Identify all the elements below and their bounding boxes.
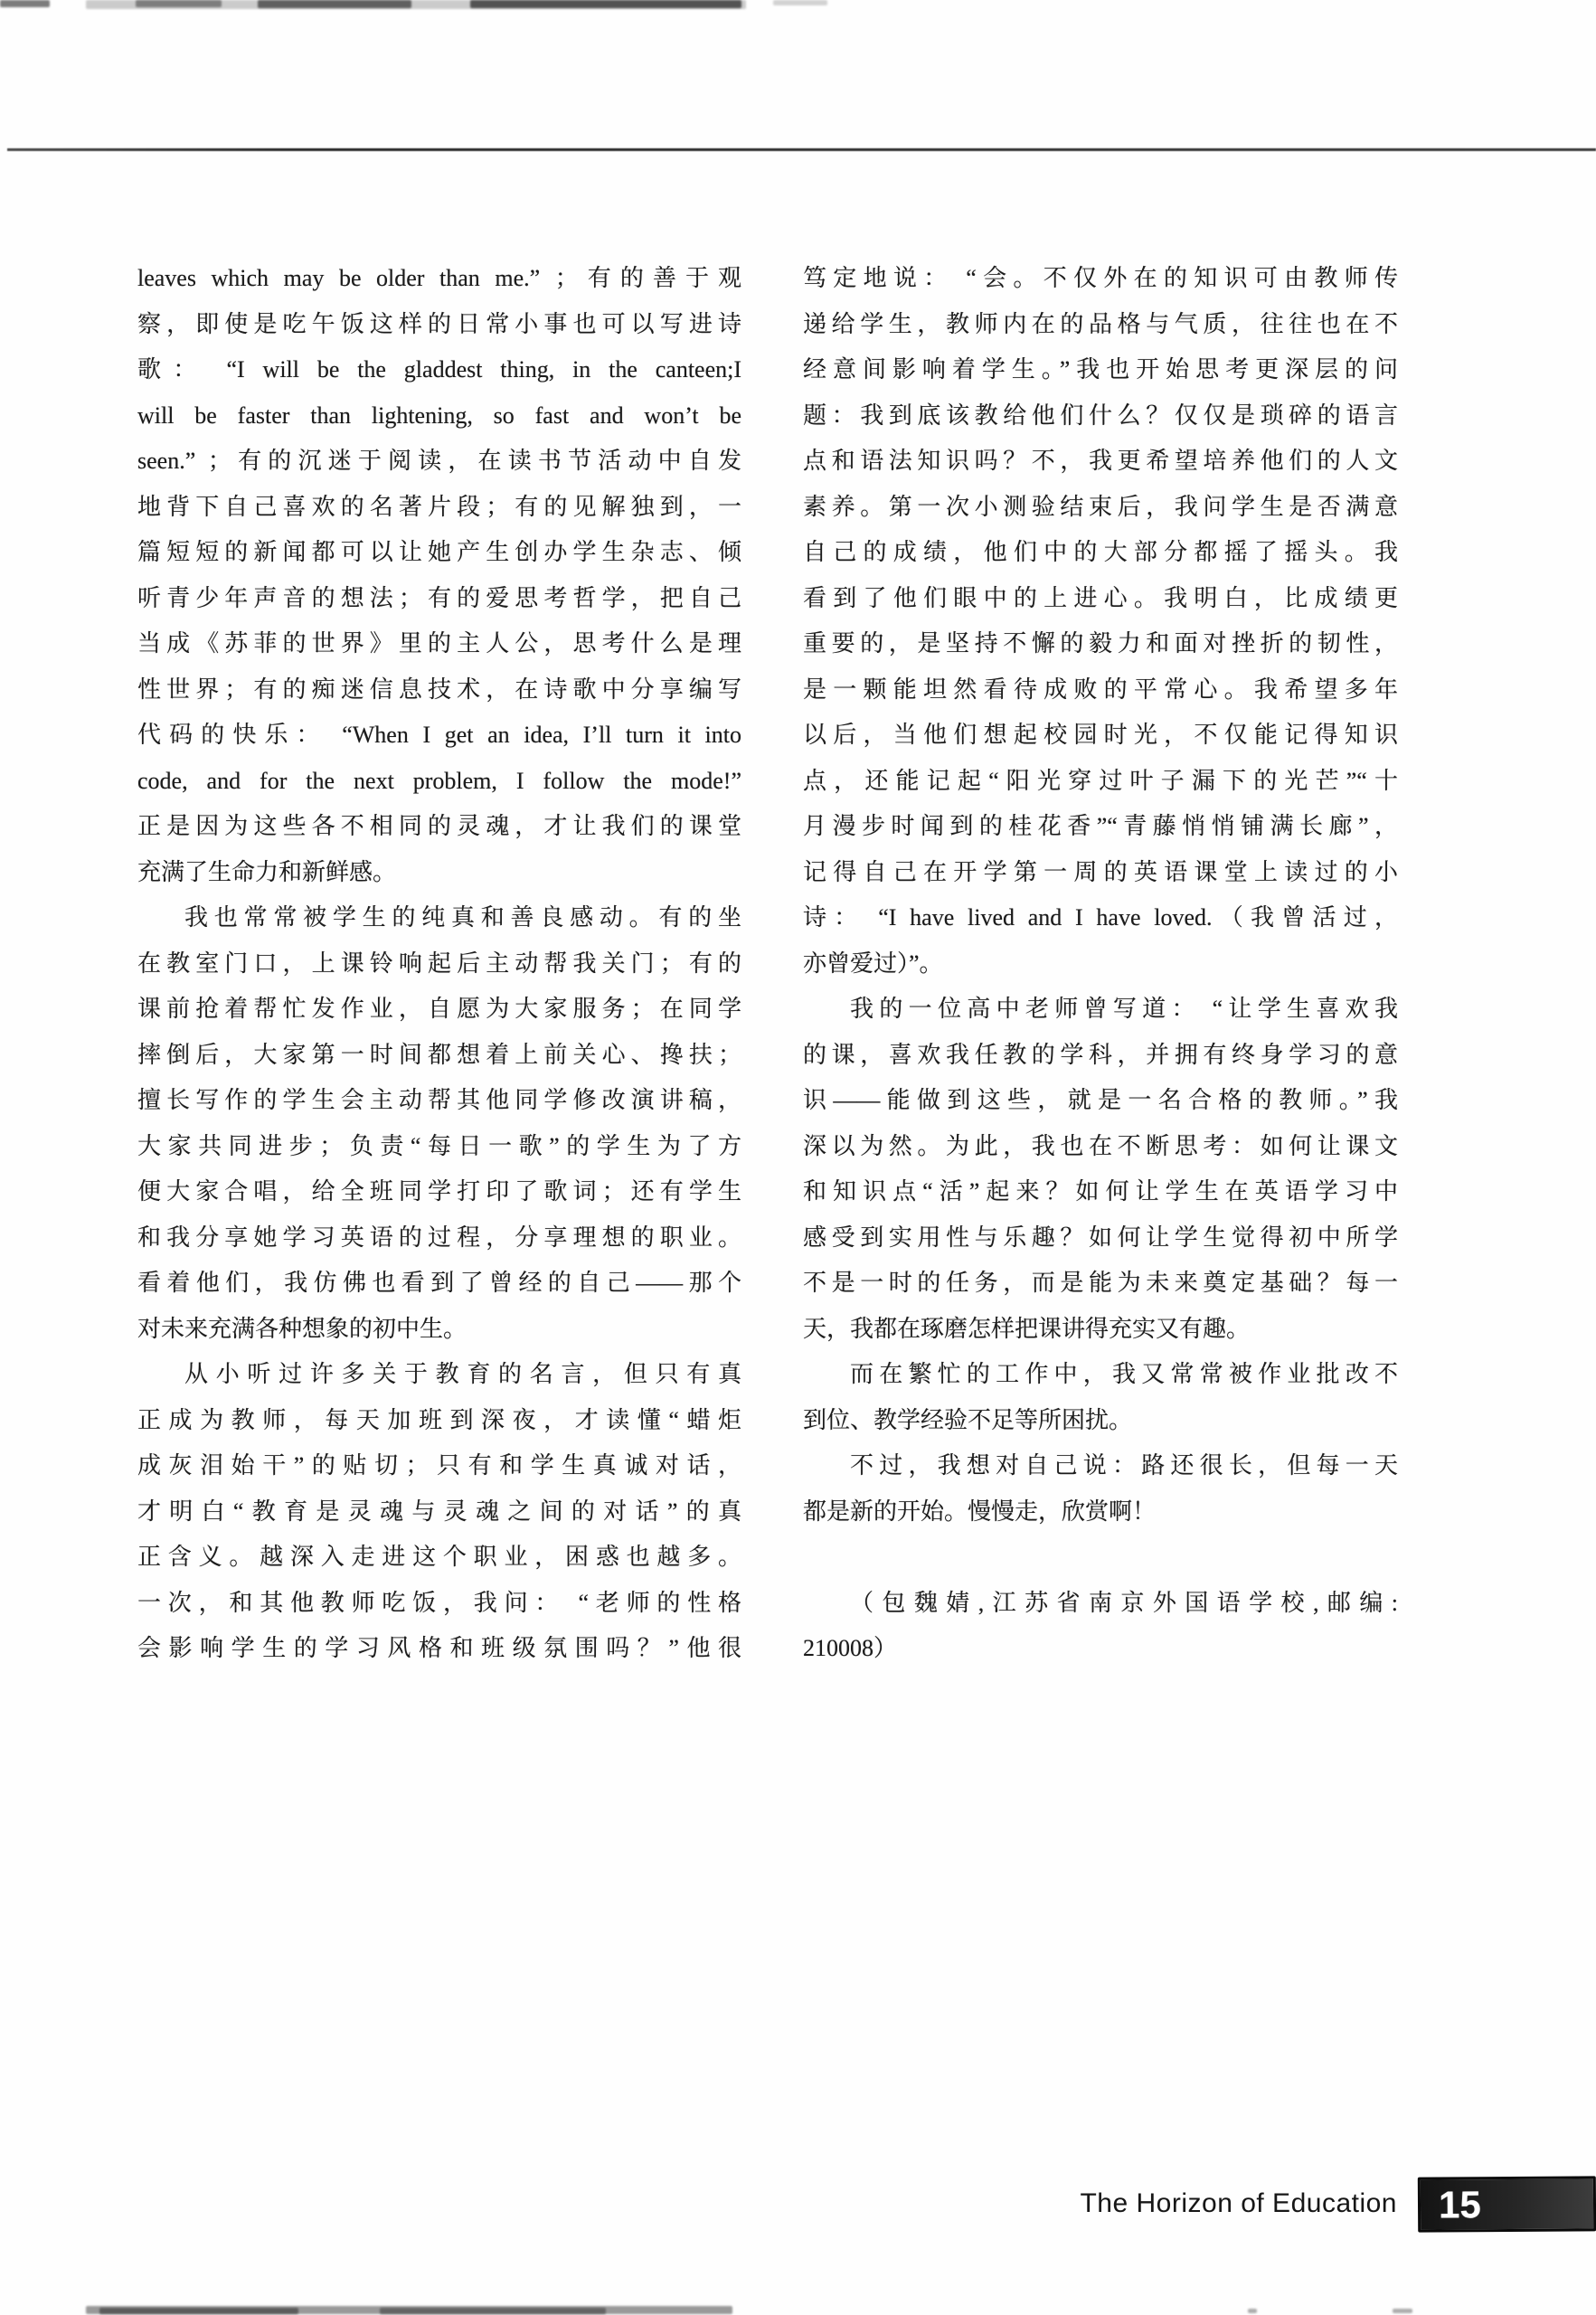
text-line: 察，即使是吃午饭这样的日常小事也可以写进诗 bbox=[137, 310, 741, 337]
page-number-badge bbox=[1418, 2176, 1596, 2232]
text-line: 充满了生命力和新鲜感。 bbox=[137, 858, 397, 885]
text-line: 都是新的开始。慢慢走，欣赏啊！ bbox=[803, 1498, 1157, 1525]
scan-smudge bbox=[470, 0, 741, 8]
left-text-column bbox=[137, 256, 741, 1672]
text-line: 是一颗能坦然看待成败的平常心。我希望多年 bbox=[803, 676, 1398, 703]
text-line: 递给学生，教师内在的品格与气质，往往也在不 bbox=[803, 310, 1398, 337]
text-line: 摔倒后，大家第一时间都想着上前关心、搀扶； bbox=[137, 1041, 741, 1068]
text-line: 看着他们，我仿佛也看到了曾经的自己——那个 bbox=[137, 1270, 741, 1296]
text-line: 对未来充满各种想象的初中生。 bbox=[137, 1315, 467, 1342]
text-line: 点和语法知识吗？不，我更希望培养他们的人文 bbox=[803, 448, 1398, 474]
text-line: 大家共同进步；负责“每日一歌”的学生为了方 bbox=[137, 1132, 741, 1159]
text-line: 我的一位高中老师曾写道： “让学生喜欢我 bbox=[850, 996, 1398, 1022]
text-line: 正成为教师，每天加班到深夜，才读懂“蜡炬 bbox=[137, 1406, 741, 1433]
text-line: 月漫步时闻到的桂花香”“青藤悄悄铺满长廊”， bbox=[803, 813, 1398, 839]
text-line: 课前抢着帮忙发作业，自愿为大家服务；在同学 bbox=[137, 996, 741, 1022]
text-line: （包魏婧,江苏省南京外国语学校,邮编: bbox=[850, 1589, 1398, 1616]
text-line: 和我分享她学习英语的过程，分享理想的职业。 bbox=[137, 1224, 741, 1251]
blank-line bbox=[803, 1535, 1398, 1581]
text-line: 而在繁忙的工作中，我又常常被作业批改不 bbox=[850, 1361, 1398, 1387]
text-line: 素养。第一次小测验结束后，我问学生是否满意 bbox=[803, 493, 1398, 520]
text-line: 以后，当他们想起校园时光，不仅能记得知识 bbox=[803, 722, 1398, 748]
text-line: 一次，和其他教师吃饭，我问： “老师的性格 bbox=[137, 1589, 741, 1616]
text-line: 便大家合唱，给全班同学打印了歌词；还有学生 bbox=[137, 1178, 741, 1205]
scan-smudge bbox=[380, 2308, 606, 2314]
scan-smudge bbox=[136, 0, 222, 7]
text-line: 从小听过许多关于教育的名言，但只有真 bbox=[184, 1361, 741, 1387]
header-rule bbox=[7, 148, 1596, 151]
text-line: 正是因为这些各不相同的灵魂，才让我们的课堂 bbox=[137, 813, 741, 839]
scan-smudge bbox=[1248, 2309, 1257, 2313]
text-line: leaves which may be older than me.” ；有的善于观 bbox=[137, 265, 741, 291]
text-line: 不是一时的任务，而是能为未来奠定基础？每一 bbox=[803, 1270, 1398, 1296]
text-line: 代码的快乐： “When I get an idea, I’ll turn it into bbox=[137, 722, 741, 748]
text-line: 和知识点“活”起来？如何让学生在英语学习中 bbox=[803, 1178, 1398, 1205]
text-line: 重要的，是坚持不懈的毅力和面对挫折的韧性， bbox=[803, 630, 1398, 657]
text-line: 深以为然。为此，我也在不断思考：如何让课文 bbox=[803, 1132, 1398, 1159]
scan-smudge bbox=[773, 0, 827, 5]
text-line: 歌： “I will be the gladdest thing, in the canteen;I bbox=[137, 356, 741, 383]
text-line: code, and for the next problem, I follow the mode!” bbox=[137, 767, 741, 794]
text-line: 识——能做到这些，就是一名合格的教师。”我 bbox=[803, 1087, 1398, 1113]
text-line: 看到了他们眼中的上进心。我明白，比成绩更 bbox=[803, 584, 1398, 611]
text-line: seen.” ；有的沉迷于阅读，在读书节活动中自发 bbox=[137, 448, 741, 474]
text-line: 正含义。越深入走进这个职业，困惑也越多。 bbox=[137, 1544, 741, 1570]
text-line: 篇短短的新闻都可以让她产生创办学生杂志、倾 bbox=[137, 539, 741, 565]
text-line: 擅长写作的学生会主动帮其他同学修改演讲稿， bbox=[137, 1087, 741, 1113]
text-line: 在教室门口，上课铃响起后主动帮我关门；有的 bbox=[137, 950, 741, 977]
text-line: 感受到实用性与乐趣？如何让学生觉得初中所学 bbox=[803, 1224, 1398, 1251]
text-line: 到位、教学经验不足等所困扰。 bbox=[803, 1406, 1133, 1433]
right-text-column bbox=[803, 256, 1398, 1672]
text-line: 性世界；有的痴迷信息技术，在诗歌中分享编写 bbox=[137, 676, 741, 703]
journal-name: The Horizon of Education bbox=[1080, 2188, 1397, 2218]
text-line: 才明白“教育是灵魂与灵魂之间的对话”的真 bbox=[137, 1498, 741, 1525]
scan-smudge bbox=[99, 2308, 298, 2314]
text-line: 成灰泪始干”的贴切；只有和学生真诚对话， bbox=[137, 1452, 741, 1479]
text-line: 210008） bbox=[803, 1635, 898, 1661]
text-line: 经意间影响着学生。”我也开始思考更深层的问 bbox=[803, 356, 1398, 383]
text-line: 地背下自己喜欢的名著片段；有的见解独到，一 bbox=[137, 493, 741, 520]
page-number: 15 bbox=[1438, 2183, 1481, 2226]
text-line: 当成《苏菲的世界》里的主人公，思考什么是理 bbox=[137, 630, 741, 657]
text-line: 笃定地说： “会。不仅外在的知识可由教师传 bbox=[803, 265, 1398, 291]
text-line: 的课，喜欢我任教的学科，并拥有终身学习的意 bbox=[803, 1041, 1398, 1068]
text-line: 我也常常被学生的纯真和善良感动。有的坐 bbox=[184, 904, 741, 931]
text-line: 题：我到底该教给他们什么？仅仅是琐碎的语言 bbox=[803, 402, 1398, 429]
text-line: 不过，我想对自己说：路还很长，但每一天 bbox=[850, 1452, 1398, 1479]
scan-smudge bbox=[0, 0, 50, 7]
scan-smudge bbox=[258, 0, 411, 8]
text-line: 听青少年声音的想法；有的爱思考哲学，把自己 bbox=[137, 584, 741, 611]
text-line: 诗： “I have lived and I have loved.（我曾活过， bbox=[803, 904, 1398, 931]
scan-smudge bbox=[1393, 2309, 1412, 2313]
text-line: 天，我都在琢磨怎样把课讲得充实又有趣。 bbox=[803, 1315, 1251, 1342]
text-line: 记得自己在开学第一周的英语课堂上读过的小 bbox=[803, 858, 1398, 885]
text-line: 会影响学生的学习风格和班级氛围吗？”他很 bbox=[137, 1635, 741, 1661]
text-line: 点，还能记起“阳光穿过叶子漏下的光芒”“十 bbox=[803, 767, 1398, 794]
text-line: 自己的成绩，他们中的大部分都摇了摇头。我 bbox=[803, 539, 1398, 565]
text-line: 亦曾爱过）”。 bbox=[803, 950, 943, 977]
text-line: will be faster than lightening, so fast and won’t be bbox=[137, 402, 741, 429]
